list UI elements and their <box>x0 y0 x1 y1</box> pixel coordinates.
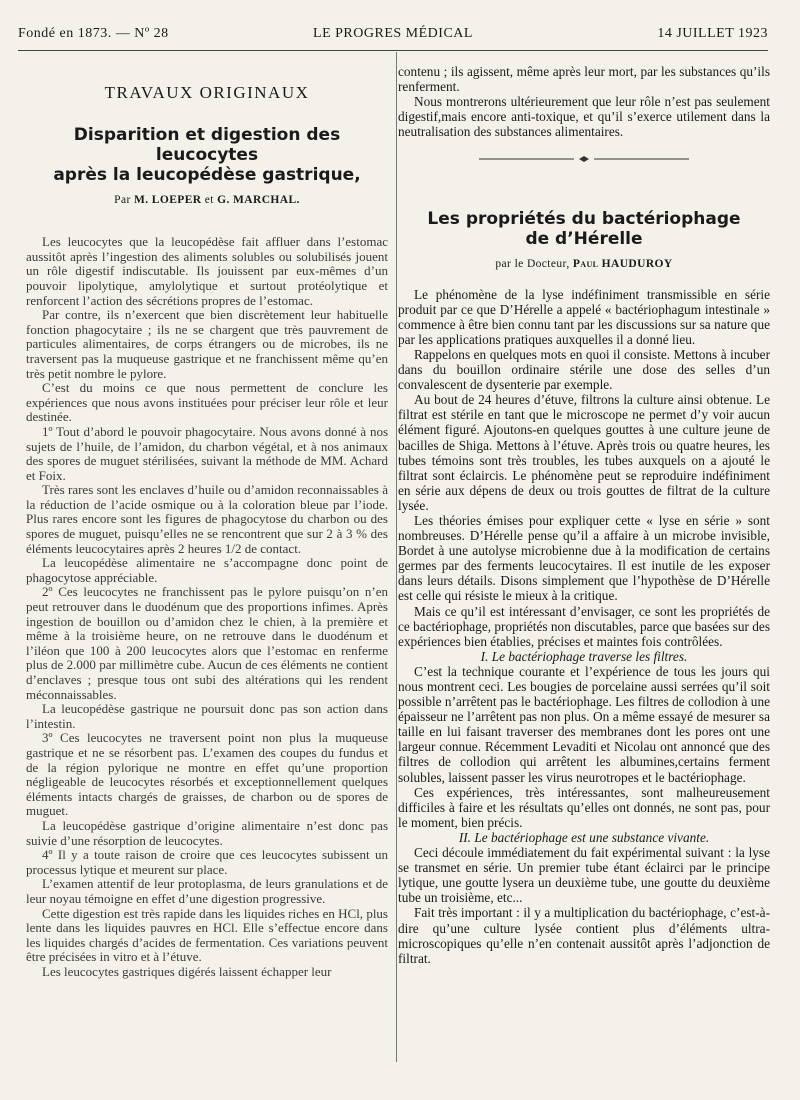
article-body <box>26 235 388 979</box>
byline <box>26 193 388 208</box>
subheading <box>398 649 770 664</box>
article-title-bacteriophage <box>398 209 770 249</box>
author-name: G. MARCHAL. <box>217 193 300 206</box>
paragraph: 3º Ces leucocytes ne traversent point non plus la muqueuse gastrique et ne se résorbent pas. L’examen des coupes du fundus et de la région pylorique ne montre en effet qu’une proportion négligeable de leucocytes résorbés et exceptionnellement quelques éléments intacts chargés de graisses, de charbon ou de spores de muguet. <box>26 730 388 819</box>
article-title-line: Disparition et digestion des leucocytes <box>73 124 341 165</box>
paragraph: Cette digestion est très rapide dans les liquides riches en HCl, plus lente dans les liquides pauvres en HCl. Elle s’effectue encore dans les liquides chargés d’acides de fermentation. Ces variations peuvent être précisées in vitro et à l’étuve. <box>26 905 388 965</box>
continuation-paragraph: Nous montrerons ultérieurement que leur rôle n’est pas seulement digestif,mais encore anti-toxique, et qu’il s’exerce utilement dans la neutralisation des substances alimentaires. <box>398 94 770 140</box>
byline <box>398 257 770 272</box>
paragraph: Les leucocytes gastriques digérés laissent échapper leur <box>42 963 332 979</box>
paragraph: Ces expériences, très intéressantes, sont malheureusement difficiles à faire et les résultats qu’elles ont donnés, ne sont pas, pour le moment, bien précis. <box>398 784 770 830</box>
subheading <box>398 830 770 845</box>
paragraph: Les leucocytes que la leucopédèse fait affluer dans l’estomac aussitôt après l’ingestion des aliments solubles ou solubilisés jouent un rôle digestif indiscutable. Ils jouissent par eux-mêmes d’un pouvoir lipolytique, amylolytique et surtout protéolytique et renforcent l’action des sécrétions propres de l’estomac. <box>26 234 388 308</box>
byline-conjunction: et <box>204 193 214 206</box>
journal-title: LE PROGRES MÉDICAL <box>313 26 473 41</box>
article-title-line: après la leucopédèse gastrique, <box>53 164 361 185</box>
article-title-leucocytes <box>26 125 388 185</box>
paragraph: La leucopédèse gastrique ne poursuit donc pas son action dans l’intestin. <box>26 701 388 731</box>
section-title: TRAVAUX ORIGINAUX <box>104 83 310 102</box>
article-title-line: de d’Hérelle <box>525 229 643 250</box>
paragraph: C’est du moins ce que nous permettent de conclure les expériences que nous avons instituées pour préciser leur rôle et leur destinée. <box>26 380 388 425</box>
byline-prefix: Par <box>114 193 131 206</box>
author-name: Paul HAUDUROY <box>572 258 673 271</box>
paragraph: Les théories émises pour expliquer cette « lyse en série » sont nombreuses. D’Hérelle pense qu’il a affaire à un microbe invisible, Bordet à une autolyse microbienne due à la modification de certains germes par des ferments leucocytaires. Il est inutile de les exposer dans leurs détails. Disons simplement que l’hypothèse de D’Hérelle est celle qui résiste le mieux à la critique. <box>398 512 770 604</box>
running-header <box>18 26 768 48</box>
issue-date: 14 JUILLET 1923 <box>657 26 768 41</box>
paragraph: 4º Il y a toute raison de croire que ces leucocytes subissent un processus lytique et meurent sur place. <box>26 847 388 877</box>
right-column <box>398 64 770 966</box>
paragraph: Au bout de 24 heures d’étuve, filtrons la culture ainsi obtenue. Le filtrat est stérile en tant que le microscope ne permet d’y voir aucun élément figuré. Ajoutons-en quelques gouttes à une culture jeune de bacilles de Shiga. Mettons à l’étuve. Après trois ou quatre heures, les tubes témoins sont très troubles, les tubes auxquels on a ajouté le filtrat sont éclaircis. Le phénomène peut se reproduire indéfiniment en série aux dépens de deux ou trois gouttes de filtrat de la culture lysée. <box>398 392 770 513</box>
ornamental-divider <box>479 155 689 163</box>
paragraph: Fait très important : il y a multiplication du bactériophage, c’est-à-dire qu’une culture lysée contient plus d’éléments ultra-microscopiques qu’elle n’en contenait aussitôt après l’adjonction de filtrat. <box>398 905 770 966</box>
founding-and-issue-number: Fondé en 1873. — Nº 28 <box>18 26 169 41</box>
paragraph: L’examen attentif de leur protoplasma, de leurs granulations et de leur noyau témoigne en effet d’une digestion progressive. <box>26 876 388 906</box>
byline-prefix: par le Docteur, <box>495 258 570 271</box>
paragraph: La leucopédèse alimentaire ne s’accompagne donc point de phagocytose appréciable. <box>26 555 388 585</box>
header-rule <box>18 50 768 51</box>
column-divider <box>396 52 397 1062</box>
paragraph: 1º Tout d’abord le pouvoir phagocytaire. Nous avons donné à nos sujets de l’huile, de l’amidon, du charbon végétal, et à nos animaux des spores de muguet stérilisées, suivant la méthode de MM. Achard et Foix. <box>26 423 388 483</box>
paragraph: Rappelons en quelques mots en quoi il consiste. Mettons à incuber dans du bouillon ordinaire stérile une dose des selles d’un convalescent de dysenterie par exemple. <box>398 346 770 393</box>
left-column <box>26 60 388 979</box>
article-title-line: Les propriétés du bactériophage <box>427 209 741 230</box>
continuation-paragraph: contenu ; ils agissent, même après leur mort, par les substances qu’ils renferment. <box>398 64 770 95</box>
paragraph: Le phénomène de la lyse indéfiniment transmissible en série produit par ce que D’Hérelle a appelé « bactériophagum intestinale » commence à être bien connu tant par les discussions sur sa nature que par les applications pratiques auxquelles il a donné lieu. <box>398 286 770 347</box>
paragraph: Ceci découle immédiatement du fait expérimental suivant : la lyse se transmet en série. Un premier tube étant éclairci par le principe lytique, une goutte lysera un deuxième tube, une goutte du deuxième tube un troisième, etc... <box>398 845 770 906</box>
paragraph: Par contre, ils n’exercent que bien discrètement leur habituelle fonction phagocytaire ; ils ne se chargent que très pauvrement de particules alimentaires, de corps étrangers ou de microbes, ils ne traversent pas la muqueuse gastrique et ne franchissent même qu’en très petit nombre le pylore. <box>26 307 388 381</box>
paragraph: La leucopédèse gastrique d’origine alimentaire n’est donc pas suivie d’une résorption de leucocytes. <box>26 817 388 848</box>
paragraph: Très rares sont les enclaves d’huile ou d’amidon reconnaissables à la réduction de l’acide osmique ou à la coloration bleue par l’iode. Plus rares encore sont les figures de phagocytose du charbon ou des spores de muguet, puisqu’elles ne se rencontrent que sur 2 à 3 % des éléments leucocytaires après 2 heures 1/2 de contact. <box>26 482 388 556</box>
paragraph: Mais ce qu’il est intéressant d’envisager, ce sont les propriétés de ce bactériophage, propriétés non discutables, parce que basées sur des expériences bien établies, précises et maintes fois contrôlées. <box>398 603 770 649</box>
paragraph: 2º Ces leucocytes ne franchissent pas le pylore puisqu’on n’en peut retrouver dans le duodénum que des proportions infimes. Après ingestion de bouillon ou d’amidon chez le chien, à la première et même à la troisième heure, on ne retrouve dans le duodénum et l’iléon que 100 à 200 leucocytes alors que l’estomac en renferme plus de 2.000 par millimètre cube. Aucun de ces éléments ne contient d’enclaves ; presque tous ont subi des altérations qui les rendent méconnaissables. <box>26 584 388 702</box>
subheading-text: I. Le bactériophage traverse les filtres. <box>480 648 688 664</box>
paragraph: C’est la technique courante et l’expérience de tous les jours qui nous montrent ceci. Les bougies de porcelaine aussi serrées qu’il soit possible n’arrêtent pas le bactériophage. Les filtres de collodion à une épaisseur ne l’arrêtent pas non plus. On a même essayé de mesurer sa taille en lui faisant traverser des membranes dont les pores ont une largeur connue. Récemment Levaditi et Nicolau ont annoncé que des filtres de collodion qui arrêtent les albumines,certains ferment solubles, laissent passer les virus neurotropes et le bactériophage. <box>398 663 770 785</box>
author-name: M. LOEPER <box>133 193 202 206</box>
subheading-text: II. Le bactériophage est une substance vivante. <box>458 829 710 845</box>
